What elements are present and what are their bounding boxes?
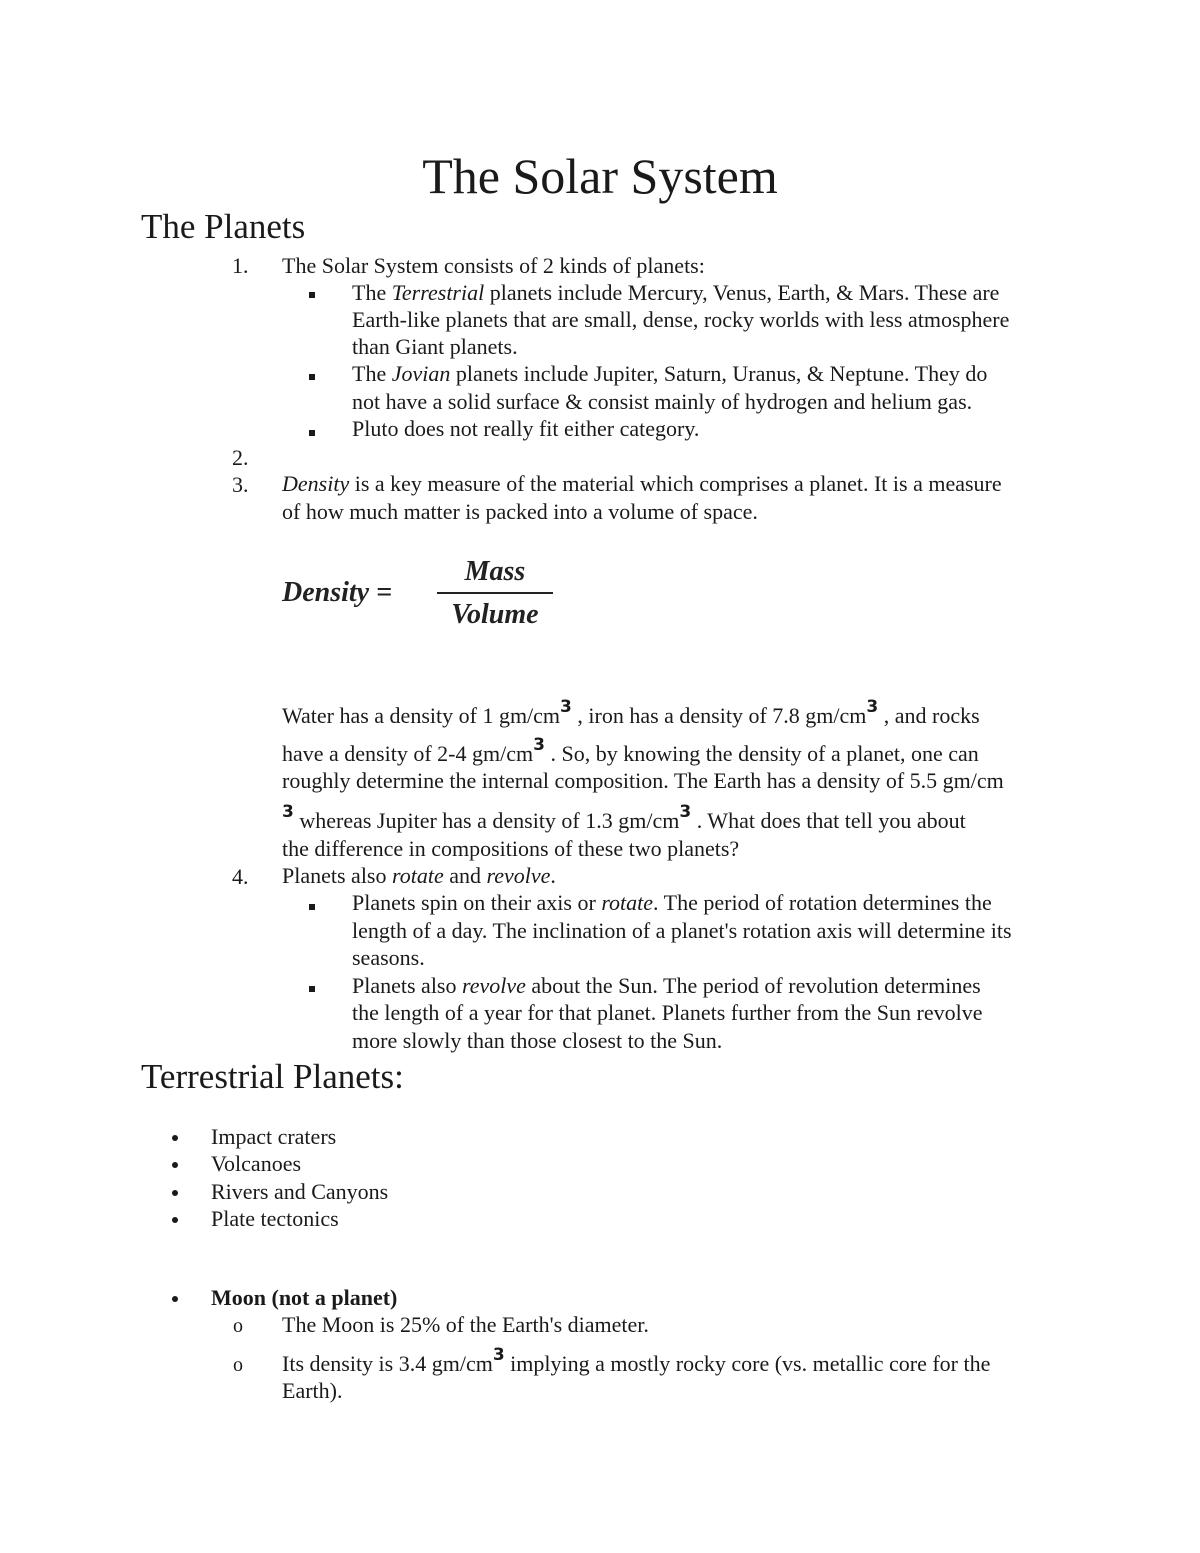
section-heading-planets: The Planets — [141, 207, 306, 246]
list-item-text: Its density is 3.4 $gm/cm^3$ implying a mostly rocky core (vs. metallic core for the — [282, 1345, 991, 1376]
circle-bullet-icon: o — [233, 1354, 243, 1376]
list-item-text: Pluto does not really fit either category. — [352, 416, 700, 441]
list-item-text: more slowly than those closest to the Sun. — [352, 1028, 723, 1053]
formula-numerator: Mass — [464, 556, 526, 587]
list-item-text: Planets also revolve about the Sun. The period of revolution determines — [352, 973, 981, 998]
square-bullet-icon — [309, 430, 315, 436]
square-bullet-icon — [309, 374, 315, 380]
list-item-text: Earth-like planets that are small, dense, rocky worlds with less atmosphere — [352, 307, 1010, 332]
paragraph-line: Water has a density of 1 $gm/cm^3$ , iron has a density of 7.8 $gm/cm^3$ , and rocks — [282, 697, 980, 728]
page-title: The Solar System — [422, 148, 778, 204]
paragraph-line: roughly determine the internal composition. The Earth has a density of 5.5 gm/cm — [282, 768, 1004, 793]
paragraph-line: the difference in compositions of these two planets? — [282, 836, 740, 861]
list-item-text: of how much matter is packed into a volume of space. — [282, 499, 758, 524]
list-item-text: The Terrestrial planets include Mercury, Venus, Earth, & Mars. These are — [352, 280, 1000, 305]
list-item-text: The Jovian planets include Jupiter, Saturn, Uranus, & Neptune. They do — [352, 361, 988, 386]
bullet-icon — [172, 1162, 178, 1168]
paragraph-line: $^3$ whereas Jupiter has a density of 1.3 $gm/cm^3$ . What does that tell you about — [282, 802, 966, 833]
list-item-text: Rivers and Canyons — [211, 1179, 389, 1204]
list-item-text: Planets also rotate and revolve. — [282, 863, 556, 888]
list-number: 3. — [232, 472, 249, 497]
list-item-text: Density is a key measure of the material which comprises a planet. It is a measure — [282, 471, 1002, 496]
paragraph-line: have a density of 2-4 $gm/cm^3$ . So, by knowing the density of a planet, one can — [282, 735, 979, 766]
list-item-text: The Moon is 25% of the Earth's diameter. — [282, 1312, 649, 1337]
list-item-text: Planets spin on their axis or rotate. The period of rotation determines the — [352, 890, 992, 915]
formula-denominator: Volume — [451, 599, 539, 630]
list-item-text: length of a day. The inclination of a planet's rotation axis will determine its — [352, 918, 1012, 943]
list-item-text: the length of a year for that planet. Planets further from the Sun revolve — [352, 1000, 983, 1025]
moon-heading: Moon (not a planet) — [211, 1285, 398, 1310]
list-item-text: The Solar System consists of 2 kinds of planets: — [282, 253, 705, 278]
square-bullet-icon — [309, 292, 315, 298]
list-number: 4. — [232, 864, 249, 889]
list-item-text: Plate tectonics — [211, 1206, 339, 1231]
formula-lhs: Density = — [282, 577, 393, 608]
list-number: 1. — [232, 253, 249, 278]
formula-fraction — [437, 555, 553, 632]
list-item-text: than Giant planets. — [352, 334, 518, 359]
list-item-text: Volcanoes — [211, 1151, 302, 1176]
square-bullet-icon — [309, 986, 315, 992]
bullet-icon — [172, 1190, 178, 1196]
list-item-text: seasons. — [352, 945, 425, 970]
list-item-text: Impact craters — [211, 1124, 337, 1149]
square-bullet-icon — [309, 904, 315, 910]
section-heading-terrestrial: Terrestrial Planets: — [141, 1057, 404, 1096]
circle-bullet-icon: o — [233, 1315, 243, 1337]
fraction-bar — [437, 592, 553, 594]
list-item-text: Earth). — [282, 1378, 343, 1403]
bullet-icon — [172, 1135, 178, 1141]
list-item-text: not have a solid surface & consist mainly of hydrogen and helium gas. — [352, 389, 973, 414]
list-number: 2. — [232, 445, 249, 470]
bullet-icon — [172, 1296, 178, 1302]
bullet-icon — [172, 1217, 178, 1223]
